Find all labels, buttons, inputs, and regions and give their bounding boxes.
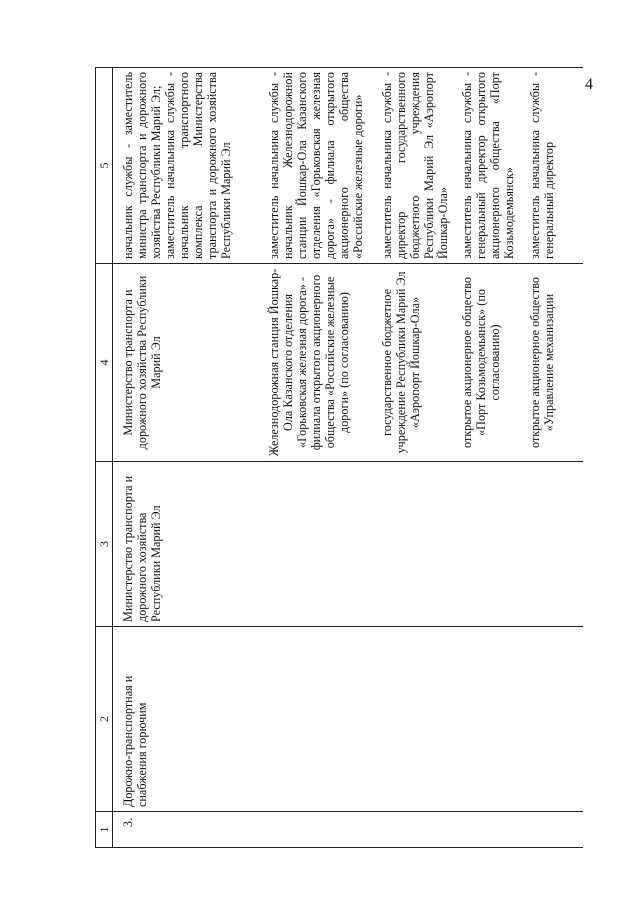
col-header-2: 2 — [96, 627, 113, 812]
org-entry: Министерство транспорта и дорожного хозяйства Республики Марий Эл — [121, 275, 163, 450]
org-entry: открытое акционерное общество «Порт Козьмодемьянск» (по согласованию) — [460, 277, 502, 448]
org-entry: государственное бюджетное учреждение Республики Марий Эл «Аэропорт Йошкар-Ола» — [380, 271, 422, 454]
person-entry: начальник службы - заместитель министра транспорта и дорожного хозяйства Республики Марий Эл; заместитель начальника службы - начальник транспортного комплекса Министерства транспорта и дорожного хозяйства Республики Марий Эл — [121, 72, 233, 259]
org-entry: открытое акционерное общество «Управление механизации — [528, 277, 556, 448]
organizations-cell — [113, 264, 583, 462]
persons-cell — [113, 68, 583, 264]
lead-organization: Министерство транспорта и дорожного хозяйства Республики Марий Эл — [113, 462, 583, 627]
row-number: 3. — [113, 812, 583, 848]
table-row — [113, 68, 583, 848]
col-header-4: 4 — [96, 264, 113, 462]
person-entry: заместитель начальника службы - генеральный директор — [528, 72, 556, 259]
org-entry: Железнодорожная станция Йошкар-Ола Казанского отделения «Горьковская железная дорога» - филиала открытого акционерного общества «Российские железные дороги» (по согласованию) — [267, 268, 351, 457]
page-number: 4 — [585, 76, 593, 93]
services-table — [95, 67, 583, 848]
person-entry: заместитель начальника службы - начальник Железнодорожной станции Йошкар-Ола Казанского отделения «Горьковская железная дорога» - филиала открытого акционерного общества «Российские железные дороги» — [267, 72, 365, 259]
header-row — [96, 68, 113, 848]
person-entry: заместитель начальника службы - генеральный директор открытого акционерного общества «Порт Козьмодемьянск» — [460, 72, 516, 259]
col-header-3: 3 — [96, 462, 113, 627]
col-header-5: 5 — [96, 68, 113, 264]
col-header-1: 1 — [96, 812, 113, 848]
service-name: Дорожно-транспортная и снабжения горючим — [113, 627, 583, 812]
person-entry: заместитель начальника службы - директор государственного бюджетного учреждения Республики Марий Эл «Аэропорт Йошкар-Ола» — [380, 72, 450, 259]
rotated-table-container — [95, 68, 585, 848]
